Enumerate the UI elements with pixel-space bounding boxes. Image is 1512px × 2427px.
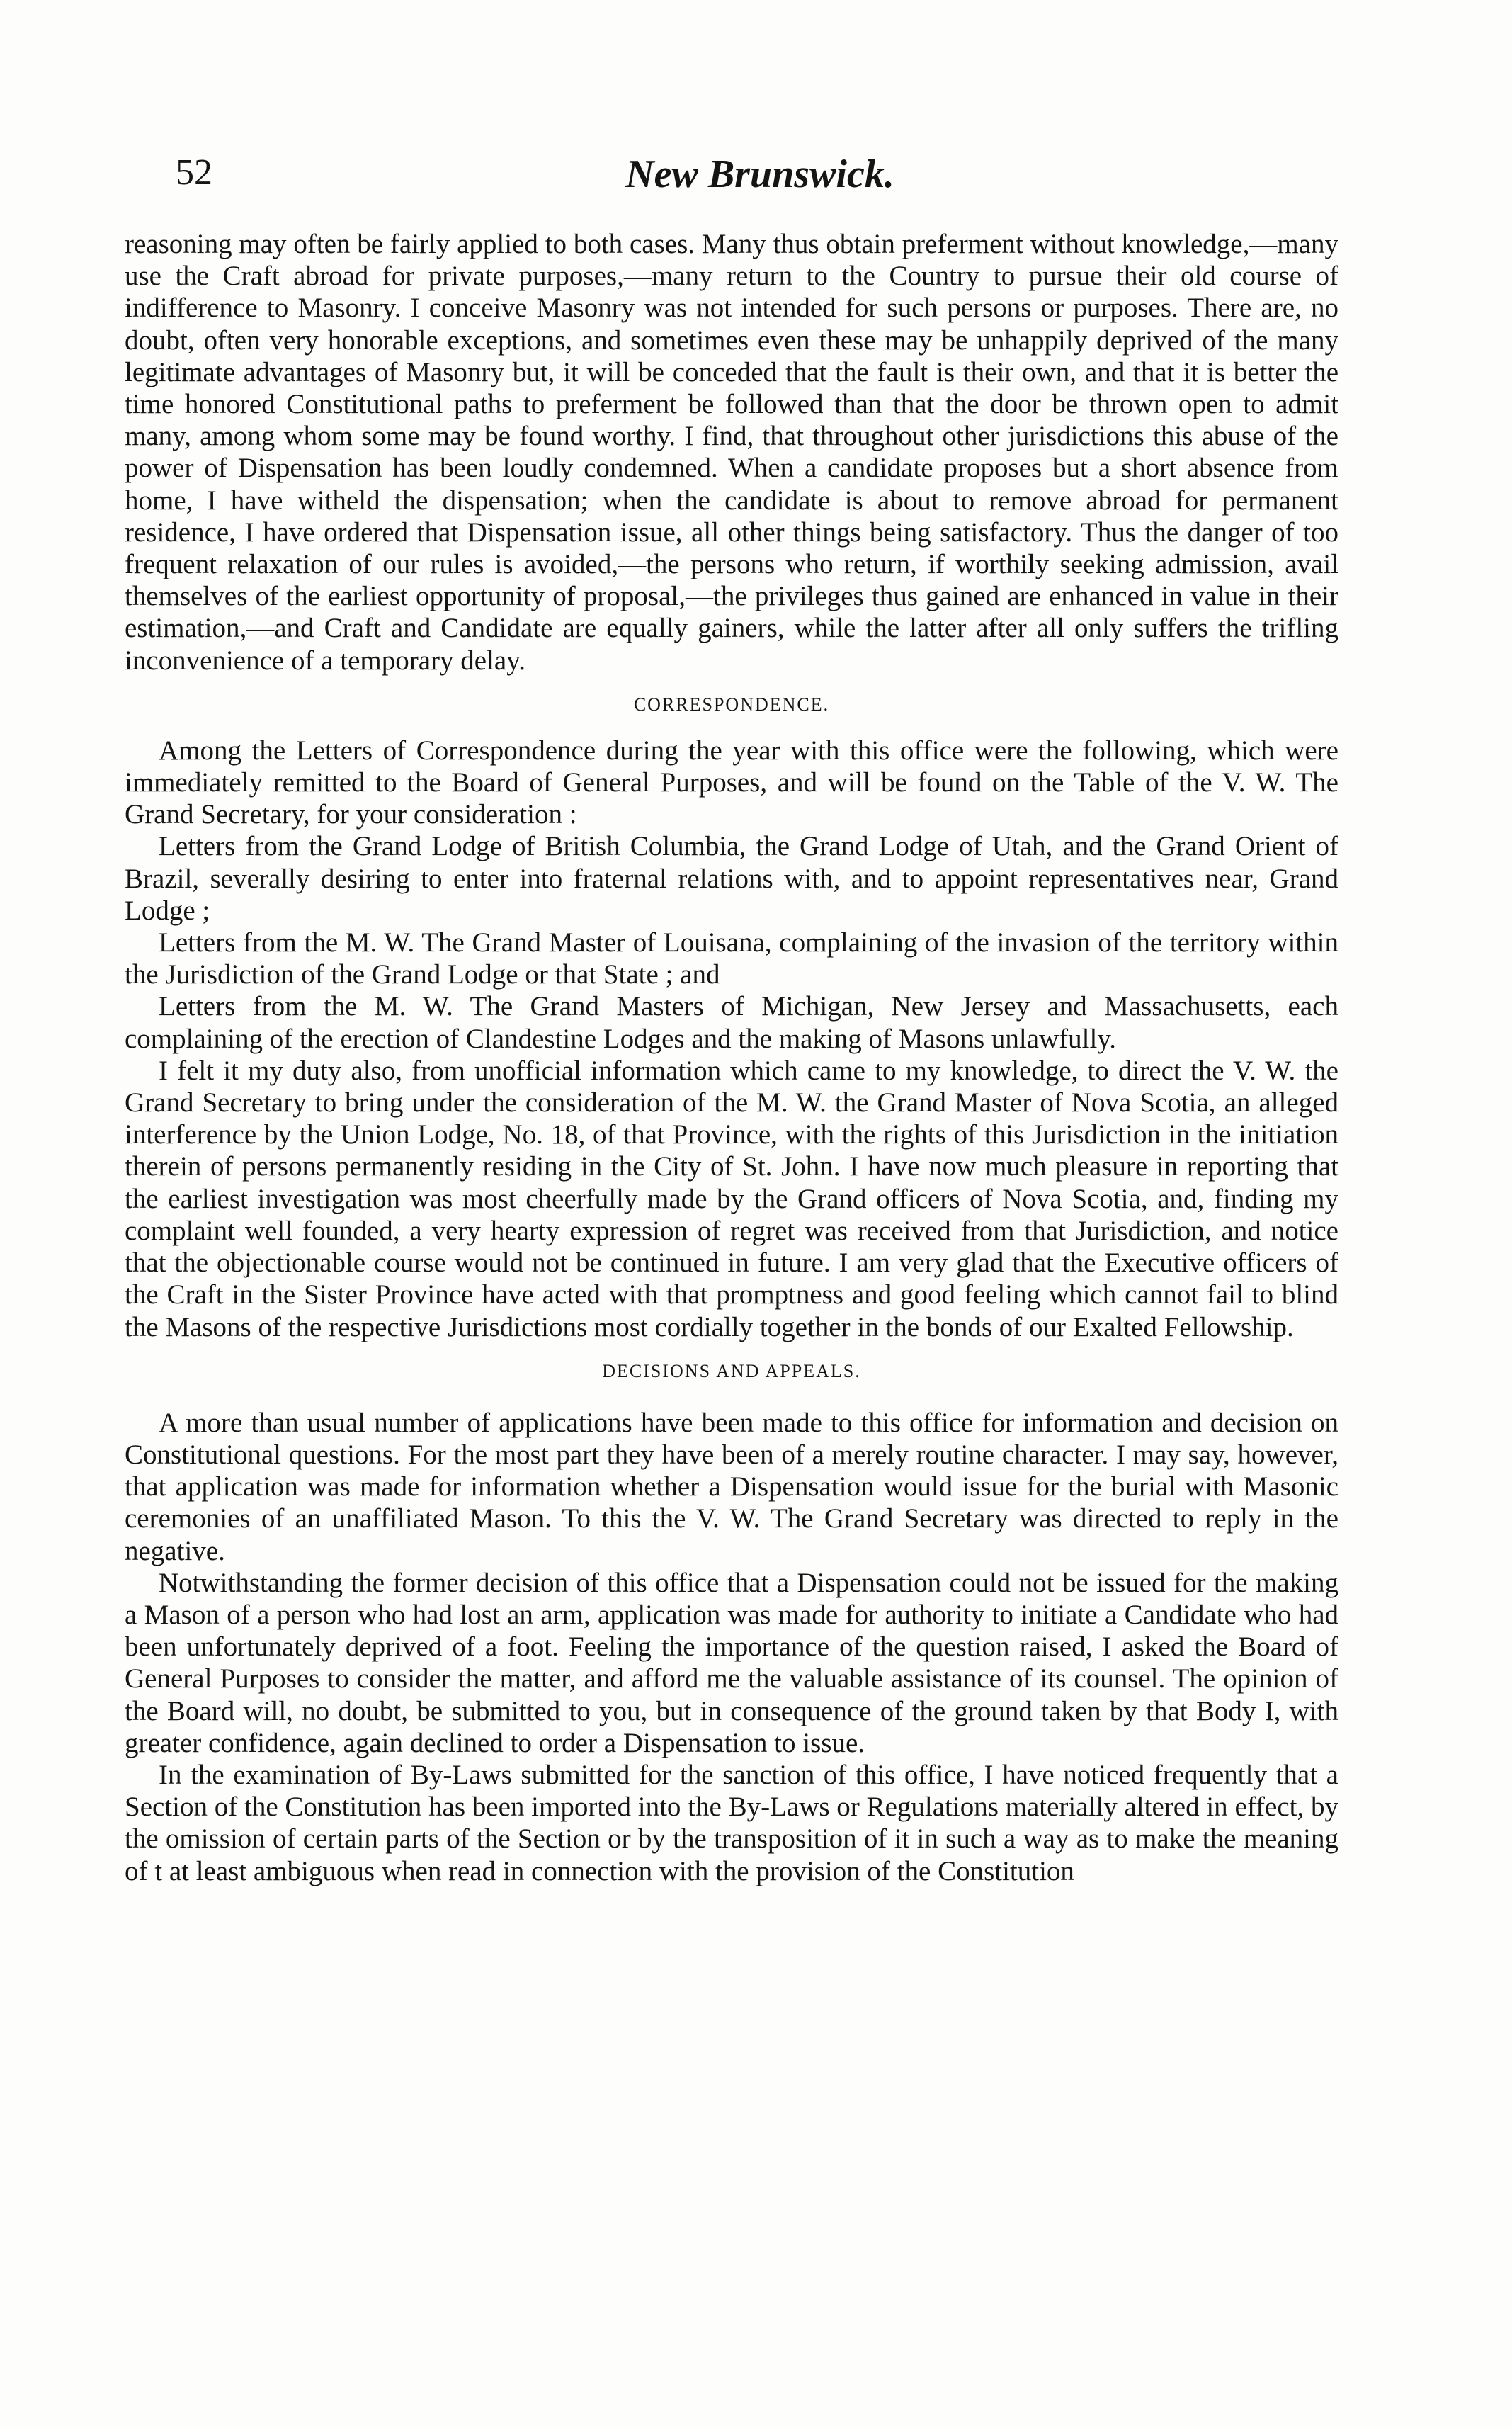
paragraph: Letters from the M. W. The Grand Master of Louisana, complaining of the invasion of the territory within the Jurisdiction of the Grand Lodge or that State ; and bbox=[125, 927, 1338, 990]
paragraph: A more than usual number of applications have been made to this office for information and decision on Constitutional questions. For the most part they have been of a merely routine character. I may say, however, that application was made for information whether a Dispensation would issue for the burial with Masonic ceremonies of an unaffiliated Mason. To this the V. W. The Grand Secretary was directed to reply in the negative. bbox=[125, 1407, 1338, 1566]
running-title: New Brunswick. bbox=[625, 152, 894, 196]
section-heading-correspondence: CORRESPONDENCE. bbox=[633, 694, 830, 715]
paragraph: In the examination of By-Laws submitted for the sanction of this office, I have noticed frequently that a Section of the Constitution has been imported into the By-Laws or Regulations materially altered in effect, by the omission of certain parts of the Section or by the transposition of it in such a way as to make the meaning of t at least ambiguous when read in connection with the provision of the Constitution bbox=[125, 1759, 1338, 1886]
paragraph: Notwithstanding the former decision of this office that a Dispensation could not be issued for the making a Mason of a person who had lost an arm, application was made for authority to initiate a Candidate who had been unfortunately deprived of a foot. Feeling the importance of the question raised, I asked the Board of General Purposes to consider the matter, and afford me the valuable assistance of its counsel. The opinion of the Board will, no doubt, be submitted to you, but in consequence of the ground taken by that Body I, with greater confidence, again declined to order a Dispensation to issue. bbox=[125, 1567, 1338, 1758]
page-number: 52 bbox=[176, 152, 212, 193]
paragraph-continuation: reasoning may often be fairly applied to both cases. Many thus obtain preferment without knowledge,—many use the Craft abroad for private purposes,—many return to the Country to pursue their old course of indifference to Masonry. I conceive Masonry was not intended for such persons or purposes. There are, no doubt, often very honorable exceptions, and sometimes even these may be unhappily deprived of the many legitimate advantages of Masonry but, it will be conceded that the fault is their own, and that it is better the time honored Constitutional paths to preferment be followed than that the door be thrown open to admit many, among whom some may be found worthy. I find, that throughout other jurisdictions this abuse of the power of Dispensation has been loudly condemned. When a candidate proposes but a short absence from home, I have witheld the dispensation; when the candidate is about to remove abroad for permanent residence, I have ordered that Dispensation issue, all other things being satisfactory. Thus the danger of too frequent relaxation of our rules is avoided,—the persons who return, if worthily seeking admission, avail themselves of the earliest opportunity of proposal,—the privileges thus gained are enhanced in value in their estimation,—and Craft and Candidate are equally gainers, while the latter after all only suffers the trifling inconvenience of a temporary delay. bbox=[125, 229, 1338, 676]
page-header bbox=[176, 152, 1344, 208]
section-heading-decisions: DECISIONS AND APPEALS. bbox=[602, 1360, 861, 1381]
paragraph: Letters from the Grand Lodge of British Columbia, the Grand Lodge of Utah, and the Grand Orient of Brazil, severally desiring to enter into fraternal relations with, and to appoint representatives near, Grand Lodge ; bbox=[125, 831, 1338, 926]
paragraph: I felt it my duty also, from unofficial information which came to my knowledge, to direct the V. W. the Grand Secretary to bring under the consideration of the M. W. the Grand Master of Nova Scotia, an alleged interference by the Union Lodge, No. 18, of that Province, with the rights of this Jurisdiction in the initiation therein of persons permanently residing in the City of St. John. I have now much pleasure in reporting that the earliest investigation was most cheerfully made by the Grand officers of Nova Scotia, and, finding my complaint well founded, a very hearty expression of regret was received from that Jurisdiction, and notice that the objectionable course would not be continued in future. I am very glad that the Executive officers of the Craft in the Sister Province have acted with that promptness and good feeling which cannot fail to blind the Masons of the respective Jurisdictions most cordially together in the bonds of our Exalted Fellowship. bbox=[125, 1055, 1338, 1342]
paragraph: Letters from the M. W. The Grand Masters of Michigan, New Jersey and Massachusetts, each complaining of the erection of Clandestine Lodges and the making of Masons unlawfully. bbox=[125, 991, 1338, 1054]
page-body bbox=[125, 228, 1338, 1887]
paragraph: Among the Letters of Correspondence during the year with this office were the following, which were immediately remitted to the Board of General Purposes, and will be found on the Table of the V. W. The Grand Secretary, for your consideration : bbox=[125, 735, 1338, 830]
